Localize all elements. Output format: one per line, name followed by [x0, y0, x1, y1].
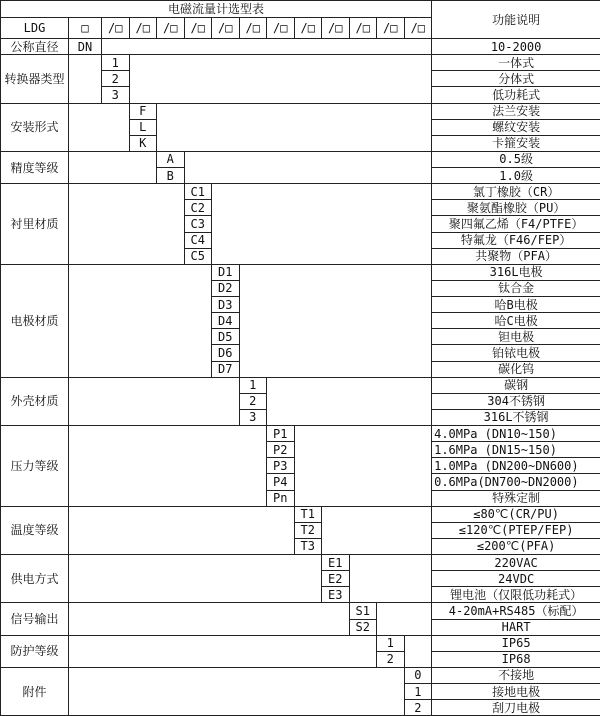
model-code-slot: /□: [377, 18, 405, 39]
blank-cell: [69, 426, 267, 507]
code-cell: E3: [322, 587, 350, 603]
function-cell: ≤120℃(PTEP/FEP): [432, 522, 600, 538]
category-cell: 压力等级: [1, 426, 69, 507]
code-cell: E2: [322, 571, 350, 587]
function-cell: 1.6MPa (DN15~150): [432, 442, 600, 458]
function-cell: HART: [432, 619, 600, 635]
function-cell: 特氟龙（F46/FEP）: [432, 232, 600, 248]
code-cell: D6: [212, 345, 240, 361]
blank-cell: [322, 506, 432, 554]
function-cell: 法兰安装: [432, 103, 600, 119]
code-cell: C5: [184, 248, 212, 264]
blank-cell: [69, 184, 185, 265]
code-cell: S2: [349, 619, 377, 635]
blank-cell: [349, 555, 432, 603]
code-cell: A: [157, 151, 185, 167]
blank-cell: [69, 264, 212, 377]
blank-cell: [129, 55, 432, 103]
blank-cell: [69, 506, 295, 554]
code-cell: T1: [294, 506, 322, 522]
function-cell: 刮刀电极: [432, 700, 600, 716]
blank-cell: [69, 377, 240, 425]
blank-cell: [69, 151, 157, 183]
blank-cell: [267, 377, 432, 425]
function-cell: 4.0MPa (DN10~150): [432, 426, 600, 442]
function-cell: 哈B电极: [432, 297, 600, 313]
function-cell: 316L不锈钢: [432, 409, 600, 425]
category-cell: 供电方式: [1, 555, 69, 603]
code-cell: C4: [184, 232, 212, 248]
code-cell: D4: [212, 313, 240, 329]
function-cell: 卡箍安装: [432, 135, 600, 151]
code-cell: T3: [294, 538, 322, 554]
code-cell: S1: [349, 603, 377, 619]
blank-cell: [377, 603, 432, 635]
code-cell: 3: [102, 87, 130, 103]
function-cell: 一体式: [432, 55, 600, 71]
code-cell: 3: [239, 409, 267, 425]
code-cell: 2: [239, 393, 267, 409]
category-cell: 衬里材质: [1, 184, 69, 265]
code-cell: 2: [377, 651, 405, 667]
function-cell: 聚氨酯橡胶（PU）: [432, 200, 600, 216]
model-code-slot: /□: [102, 18, 130, 39]
model-code-slot: /□: [212, 18, 240, 39]
function-cell: 共聚物（PFA）: [432, 248, 600, 264]
code-cell: 2: [102, 71, 130, 87]
function-cell: 聚四氟乙烯（F4/PTFE）: [432, 216, 600, 232]
function-cell: 4-20mA+RS485（标配）: [432, 603, 600, 619]
function-cell: 哈C电极: [432, 313, 600, 329]
code-cell: P4: [267, 474, 295, 490]
function-cell: 1.0级: [432, 168, 600, 184]
code-cell: D3: [212, 297, 240, 313]
code-cell: 1: [239, 377, 267, 393]
code-cell: 0: [404, 667, 432, 683]
model-code-box: □: [69, 18, 102, 39]
code-cell: D2: [212, 280, 240, 296]
code-cell: F: [129, 103, 157, 119]
table-title: 电磁流量计选型表: [1, 1, 432, 18]
function-column-header: 功能说明: [432, 1, 600, 39]
function-cell: 低功耗式: [432, 87, 600, 103]
model-code-slot: /□: [157, 18, 185, 39]
function-cell: IP68: [432, 651, 600, 667]
code-cell: 1: [377, 635, 405, 651]
function-cell: 0.6MPa(DN700~DN2000): [432, 474, 600, 490]
blank-cell: [69, 555, 322, 603]
function-cell: 分体式: [432, 71, 600, 87]
code-cell: E1: [322, 555, 350, 571]
function-cell: 24VDC: [432, 571, 600, 587]
function-cell: ≤200℃(PFA): [432, 538, 600, 554]
code-cell: T2: [294, 522, 322, 538]
category-cell: 外壳材质: [1, 377, 69, 425]
code-cell: C2: [184, 200, 212, 216]
model-code-slot: /□: [322, 18, 350, 39]
category-cell: 防护等级: [1, 635, 69, 667]
blank-cell: [184, 151, 432, 183]
function-cell: ≤80℃(CR/PU): [432, 506, 600, 522]
code-cell: L: [129, 119, 157, 135]
code-cell: Pn: [267, 490, 295, 506]
blank-cell: [157, 103, 432, 151]
function-cell: 304不锈钢: [432, 393, 600, 409]
model-code-slot: /□: [184, 18, 212, 39]
code-cell: 1: [102, 55, 130, 71]
code-cell: D7: [212, 361, 240, 377]
blank-cell: [69, 103, 130, 151]
blank-cell: [404, 635, 432, 667]
function-cell: 不接地: [432, 667, 600, 683]
blank-cell: [294, 426, 432, 507]
function-cell: 铂铱电极: [432, 345, 600, 361]
code-cell: C1: [184, 184, 212, 200]
code-cell: K: [129, 135, 157, 151]
function-cell: 钛合金: [432, 280, 600, 296]
blank-cell: [69, 603, 350, 635]
model-code-slot: /□: [349, 18, 377, 39]
function-cell: 碳钢: [432, 377, 600, 393]
blank-cell: [239, 264, 432, 377]
code-cell: D5: [212, 329, 240, 345]
code-cell: DN: [69, 39, 102, 55]
function-cell: 特殊定制: [432, 490, 600, 506]
function-cell: 碳化钨: [432, 361, 600, 377]
code-cell: P3: [267, 458, 295, 474]
category-cell: 转换器类型: [1, 55, 69, 103]
model-code-slot: /□: [294, 18, 322, 39]
blank-cell: [69, 55, 102, 103]
blank-cell: [69, 667, 405, 715]
function-cell: 316L电极: [432, 264, 600, 280]
function-cell: 锂电池（仅限低功耗式）: [432, 587, 600, 603]
category-cell: 公称直径: [1, 39, 69, 55]
blank-cell: [102, 39, 432, 55]
code-cell: 1: [404, 684, 432, 700]
function-cell: 10-2000: [432, 39, 600, 55]
category-cell: 温度等级: [1, 506, 69, 554]
code-cell: P2: [267, 442, 295, 458]
model-code-slot: /□: [267, 18, 295, 39]
function-cell: 钽电极: [432, 329, 600, 345]
category-cell: 精度等级: [1, 151, 69, 183]
model-code-slot: /□: [129, 18, 157, 39]
model-code-slot: /□: [239, 18, 267, 39]
category-cell: 附件: [1, 667, 69, 715]
category-cell: 电极材质: [1, 264, 69, 377]
code-cell: P1: [267, 426, 295, 442]
function-cell: 接地电极: [432, 684, 600, 700]
code-cell: B: [157, 168, 185, 184]
blank-cell: [69, 635, 377, 667]
function-cell: 1.0MPa (DN200~DN600): [432, 458, 600, 474]
model-code-prefix: LDG: [1, 18, 69, 39]
category-cell: 安装形式: [1, 103, 69, 151]
function-cell: 螺纹安装: [432, 119, 600, 135]
code-cell: D1: [212, 264, 240, 280]
function-cell: 氯丁橡胶（CR）: [432, 184, 600, 200]
code-cell: 2: [404, 700, 432, 716]
model-code-slot: /□: [404, 18, 432, 39]
blank-cell: [212, 184, 432, 265]
code-cell: C3: [184, 216, 212, 232]
function-cell: 0.5级: [432, 151, 600, 167]
function-cell: IP65: [432, 635, 600, 651]
category-cell: 信号输出: [1, 603, 69, 635]
function-cell: 220VAC: [432, 555, 600, 571]
